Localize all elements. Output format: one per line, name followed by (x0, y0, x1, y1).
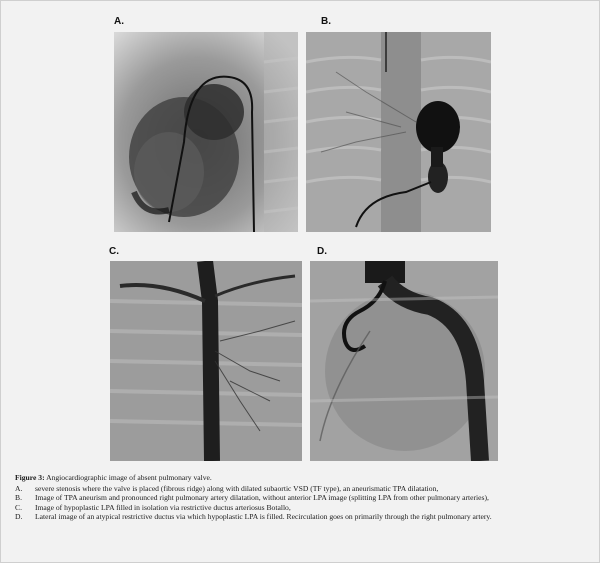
caption-item-b (15, 493, 585, 503)
angiogram-panel-c (110, 261, 302, 461)
caption-item-text: severe stenosis where the valve is placed (fibrous ridge) along with dilated subaortic VSD (TF type), an aneurismatic TPA dilatation, (35, 483, 439, 493)
panel-label-d: D. (317, 246, 327, 257)
caption-title: Angiocardiographic image of absent pulmonary valve. (44, 473, 212, 482)
caption-item-d (15, 512, 585, 522)
angiogram-panel-d (310, 261, 498, 461)
figure-caption (15, 473, 585, 522)
caption-item-letter: D. (15, 512, 23, 522)
caption-item-a (15, 484, 585, 494)
caption-title-line (15, 473, 585, 483)
angiogram-panel-b (306, 32, 491, 232)
panel-label-c: C. (109, 246, 119, 257)
caption-item-text: Lateral image of an atypical restrictive ductus via which hypoplastic LPA is filled. Recirculation goes on primarily through the right pulmonary artery. (35, 512, 492, 522)
angiogram-panel-a (114, 32, 298, 232)
caption-item-letter: A. (15, 483, 23, 493)
caption-item-letter: B. (15, 493, 22, 503)
caption-item-text: Image of hypoplastic LPA filled in isolation via restrictive ductus arteriosus Botallo, (35, 502, 291, 512)
caption-item-text: Image of TPA aneurism and pronounced right pulmonary artery dilatation, without anterior LPA image (splitting LPA from other pulmonary arteries), (35, 493, 489, 503)
figure-label: Figure 3: (15, 473, 45, 482)
panel-label-a: A. (114, 16, 124, 27)
caption-item-c (15, 503, 585, 513)
panel-label-b: B. (321, 16, 331, 27)
caption-item-letter: C. (15, 502, 22, 512)
